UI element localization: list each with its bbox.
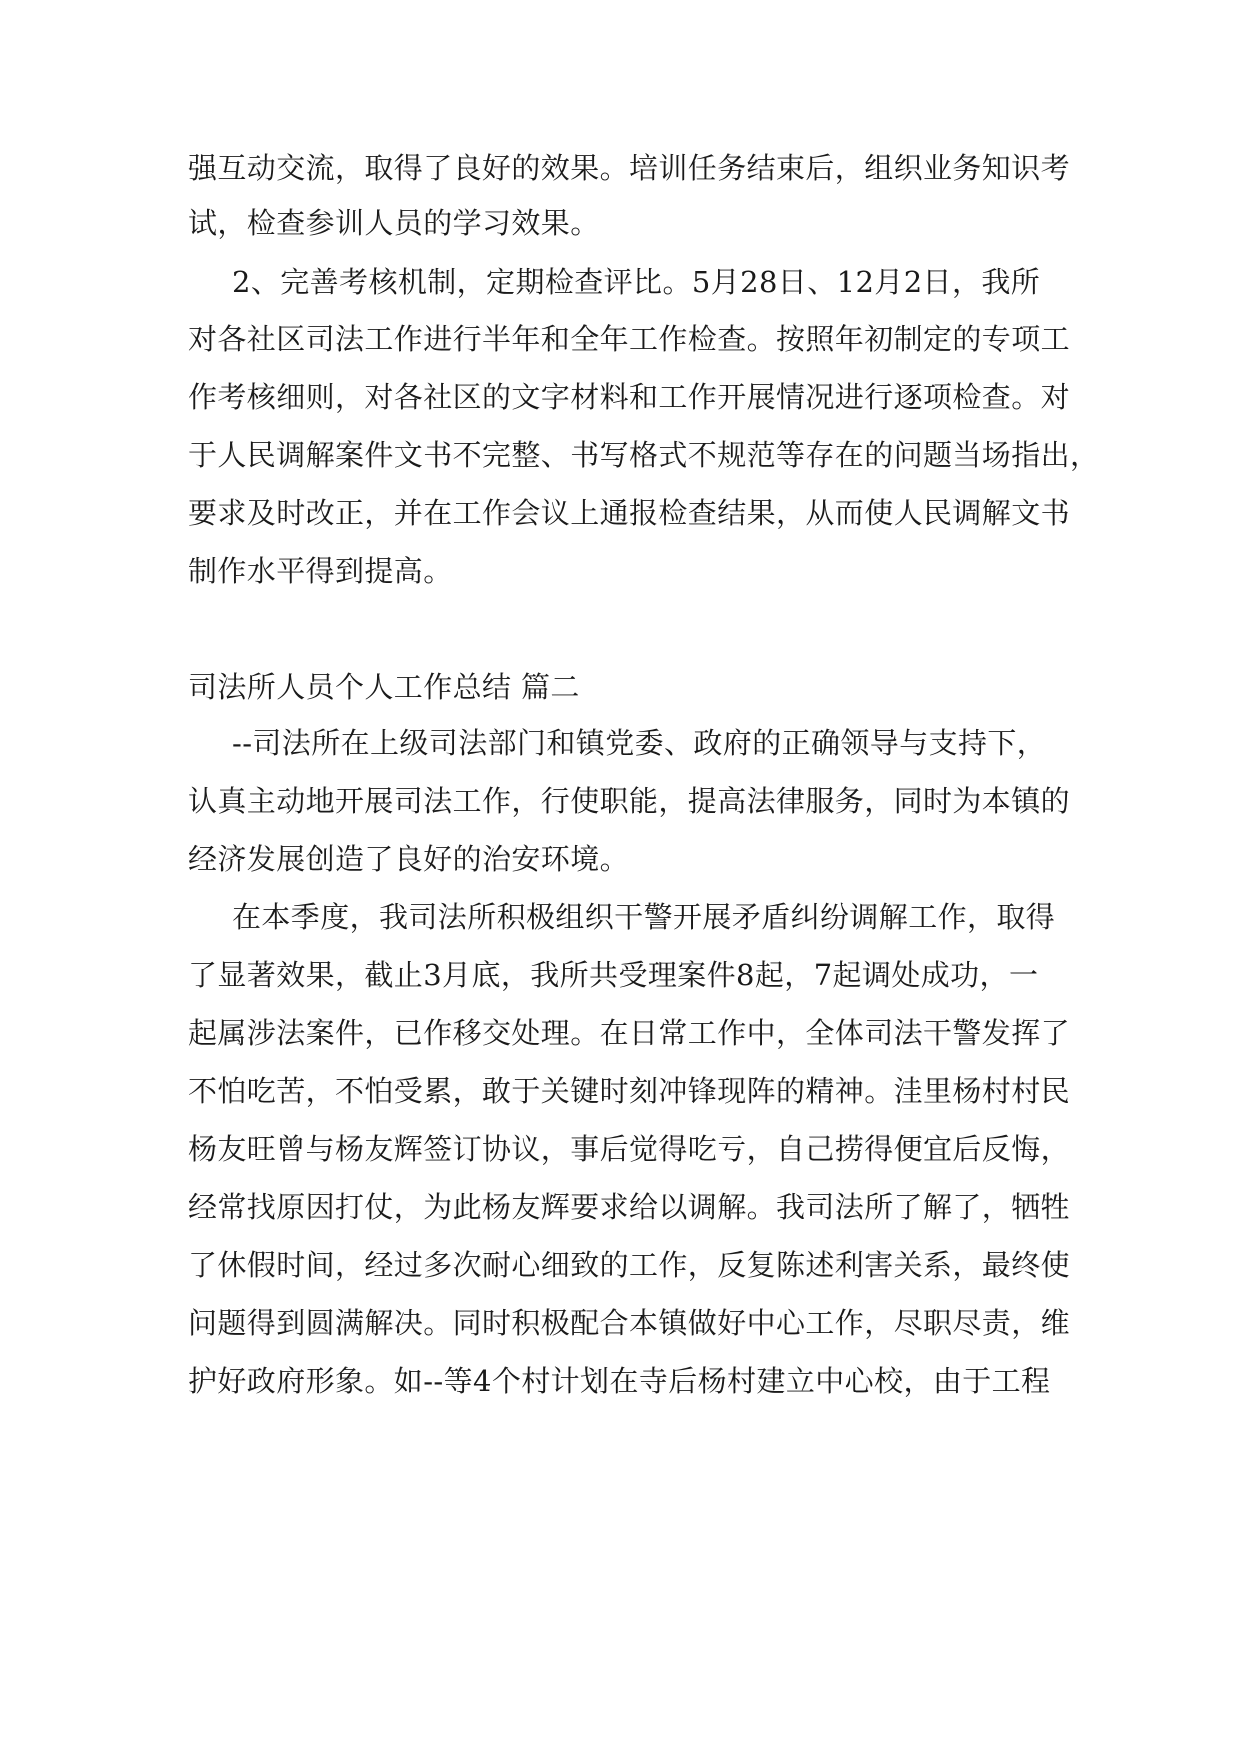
- text-line: 强互动交流，取得了良好的效果。培训任务结束后，组织业务知识考: [188, 151, 1071, 185]
- text-line: 经常找原因打仗，为此杨友辉要求给以调解。我司法所了解了，牺牲: [188, 1190, 1071, 1224]
- text-line: 对各社区司法工作进行半年和全年工作检查。按照年初制定的专项工: [188, 322, 1071, 356]
- text-line: 认真主动地开展司法工作，行使职能，提高法律服务，同时为本镇的: [188, 784, 1071, 818]
- text-line: --司法所在上级司法部门和镇党委、政府的正确领导与支持下，: [232, 726, 1047, 760]
- section-heading: 司法所人员个人工作总结 篇二: [188, 670, 580, 704]
- text-line: 了休假时间，经过多次耐心细致的工作，反复陈述利害关系，最终使: [188, 1248, 1071, 1282]
- text-line: 护好政府形象。如--等4个村计划在寺后杨村建立中心校，由于工程: [188, 1364, 1051, 1398]
- text-line: 要求及时改正，并在工作会议上通报检查结果，从而使人民调解文书: [188, 496, 1071, 530]
- text-line: 作考核细则，对各社区的文字材料和工作开展情况进行逐项检查。对: [188, 380, 1071, 414]
- text-line: 于人民调解案件文书不完整、书写格式不规范等存在的问题当场指出，: [188, 438, 1100, 472]
- text-line: 了显著效果，截止3月底，我所共受理案件8起，7起调处成功，一: [188, 958, 1039, 992]
- text-line: 不怕吃苦，不怕受累，敢于关键时刻冲锋现阵的精神。洼里杨村村民: [188, 1074, 1071, 1108]
- text-line: 在本季度，我司法所积极组织干警开展矛盾纠纷调解工作，取得: [232, 900, 1056, 934]
- text-line: 试，检查参训人员的学习效果。: [188, 206, 600, 240]
- text-line: 2、完善考核机制，定期检查评比。5月28日、12月2日，我所: [232, 265, 1041, 299]
- text-line: 杨友旺曾与杨友辉签订协议，事后觉得吃亏，自己捞得便宜后反悔，: [188, 1132, 1071, 1166]
- text-line: 经济发展创造了良好的治安环境。: [188, 842, 630, 876]
- text-line: 制作水平得到提高。: [188, 554, 453, 588]
- text-line: 问题得到圆满解决。同时积极配合本镇做好中心工作，尽职尽责，维: [188, 1306, 1071, 1340]
- text-line: 起属涉法案件，已作移交处理。在日常工作中，全体司法干警发挥了: [188, 1016, 1071, 1050]
